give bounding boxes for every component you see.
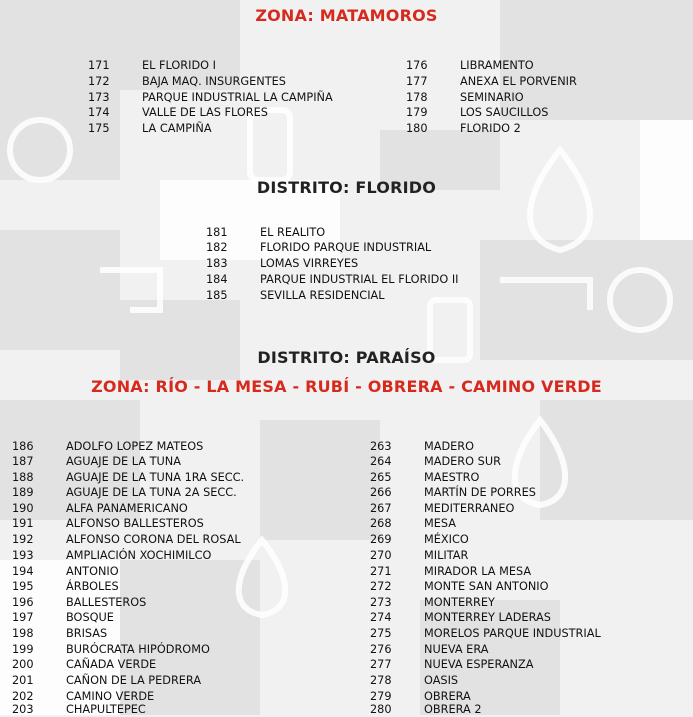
zona-rio-heading: ZONA: RÍO - LA MESA - RUBÍ - OBRERA - CAMINO VERDE	[91, 377, 602, 396]
document-page: ZONA: MATAMOROS 171 EL FLORIDO I 172 BAJA MAQ. INSURGENTES 173 PARQUE INDUSTRIAL LA CAMPIÑA 174 VALLE DE LAS FLORES 175 LA CAMPIÑA 176 LIBRAMENTO 177 ANEXA EL PORVENIR 178 SEMINARIO 179 LOS SAUCILLOS 180 FLORIDO 2 DISTRITO: FLORIDO 181 EL REALITO 182 FLORIDO PARQUE INDUSTRIAL 183 LOMAS VIRREYES 184 PARQUE INDUSTRIAL EL FLORIDO II 185 SEVILLA RESIDENCIAL DISTRITO: PARAÍSO ZONA: RÍO - LA MESA - RUBÍ - OBRERA - CAMINO VERDE 186 ADOLFO LOPEZ MATEOS 187 AGUAJE DE LA TUNA 188 AGUAJE DE LA TUNA 1RA SECC. 189 AGUAJE DE LA TUNA 2A SECC. 190 ALFA PANAMERICANO 191 ALFONSO BALLESTEROS 192 ALFONSO CORONA DEL ROSAL 193 AMPLIACIÓN XOCHIMILCO 194 ANTONIO 195 ÁRBOLES 196 BALLESTEROS 197 BOSQUE 198 BRISAS 199 BURÓCRATA HIPÓDROMO 200 CAÑADA VERDE 201 CAÑON DE LA PEDRERA 202 CAMINO VERDE 203 CHAPULTEPEC 263 MADERO 264 MADERO SUR 265 MAESTRO 266 MARTÍN DE PORRES 267 MEDITERRANEO 268 MESA 269 MÉXICO 270 MILITAR 271 MIRADOR LA MESA 272 MONTE SAN ANTONIO 273 MONTERREY 274 MONTERREY LADERAS 275 MORELOS PARQUE INDUSTRIAL 276 NUEVA ERA 277 NUEVA ESPERANZA 278 OASIS 279 OBRERA 280 OBRERA 2	[0, 0, 693, 715]
distrito-florido-heading: DISTRITO: FLORIDO	[256, 178, 437, 197]
distrito-paraiso-heading: DISTRITO: PARAÍSO	[257, 348, 436, 367]
zona-matamoros-heading: ZONA: MATAMOROS	[255, 6, 438, 25]
